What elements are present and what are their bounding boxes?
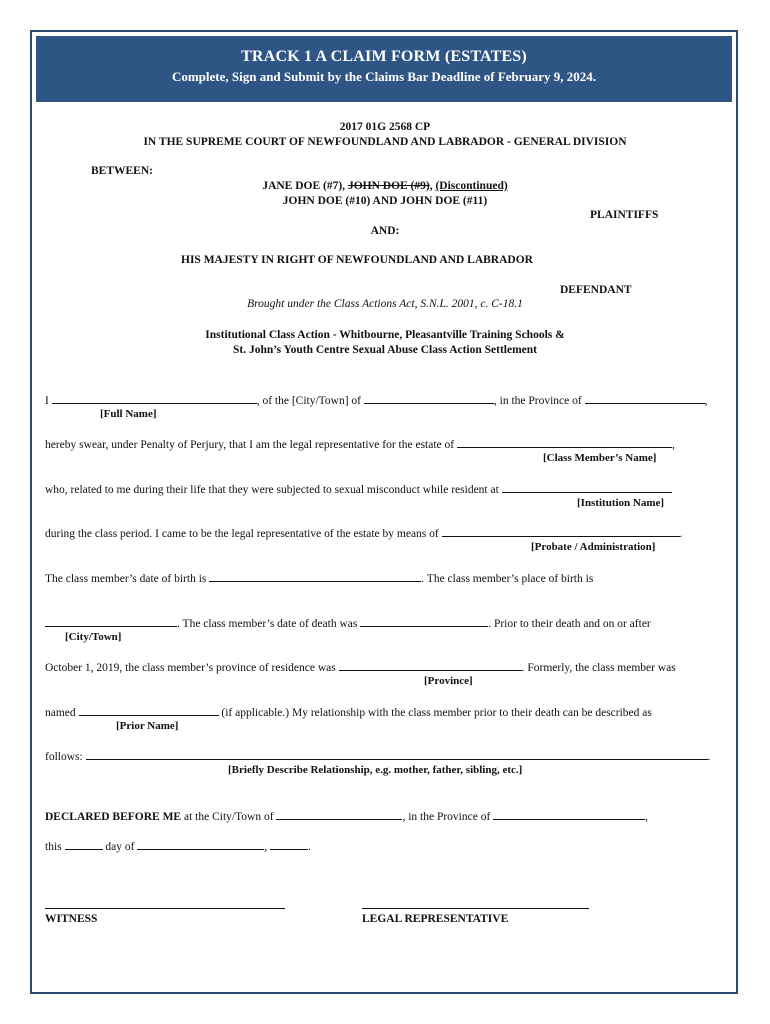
action-title-line-2: St. John’s Youth Centre Sexual Abuse Class Action Settlement [232,344,538,356]
prior-name-field[interactable] [79,705,219,716]
relationship-field[interactable] [86,749,708,760]
court-name: IN THE SUPREME COURT OF NEWFOUNDLAND AND LABRADOR - GENERAL DIVISION [143,136,627,148]
plaintiffs-label: PLAINTIFFS [590,209,659,221]
plaintiff-jane-doe: JANE DOE (#7), [262,180,348,192]
statement-line-4: during the class period. I came to be the legal representative of the estate by means of . [45,528,683,540]
plaintiff-discontinued: (Discontinued) [435,180,508,192]
statement-line-5: The class member’s date of birth is . The class member’s place of birth is [45,573,594,585]
court-file-number: 2017 01G 2568 CP [339,121,431,133]
probate-field[interactable] [442,526,680,537]
relationship-label: [Briefly Describe Relationship, e.g. mother, father, sibling, etc.] [228,764,523,776]
date-of-death-field[interactable] [360,616,488,627]
class-member-name-field[interactable] [457,437,672,448]
prior-name-label: [Prior Name] [116,720,179,732]
action-title-line-1: Institutional Class Action - Whitbourne, Pleasantville Training Schools & [205,329,565,341]
probate-label: [Probate / Administration] [531,541,656,553]
plaintiff-line-2: JOHN DOE (#10) AND JOHN DOE (#11) [282,195,488,207]
act-reference: Brought under the Class Actions Act, S.N.L. 2001, c. C-18.1 [247,298,523,310]
legal-representative-signature-line[interactable] [362,908,589,909]
witness-signature-line[interactable] [45,908,285,909]
province-field[interactable] [585,393,705,404]
city-town-label: [City/Town] [65,631,122,643]
defendant-label: DEFENDANT [560,284,632,296]
form-title: TRACK 1 A CLAIM FORM (ESTATES) [241,48,527,65]
and-label: AND: [370,225,400,237]
institution-name-label: [Institution Name] [577,497,665,509]
date-of-birth-field[interactable] [209,571,421,582]
declared-city-field[interactable] [276,809,402,820]
institution-name-field[interactable] [502,482,672,493]
statement-line-8: named (if applicable.) My relationship with the class member prior to their death can be described as [45,707,652,719]
statement-line-6: . The class member’s date of death was . Prior to their death and on or after [45,616,651,630]
witness-label: WITNESS [45,913,98,925]
place-of-birth-field[interactable] [45,616,177,627]
form-header [36,36,732,102]
day-field[interactable] [65,839,103,850]
legal-representative-label: LEGAL REPRESENTATIVE [362,913,509,925]
month-field[interactable] [137,839,264,850]
plaintiff-line-1 [0,180,770,192]
year-field[interactable] [270,839,308,850]
province-of-residence-field[interactable] [339,660,522,671]
statement-line-7: October 1, 2019, the class member’s province of residence was . Formerly, the class member was [45,662,676,674]
statement-line-2: hereby swear, under Penalty of Perjury, that I am the legal representative for the estate of , [45,439,675,451]
declaration-line: DECLARED BEFORE ME at the City/Town of , in the Province of , [45,811,649,823]
full-name-label: [Full Name] [100,408,157,420]
plaintiff-comma: , [429,180,436,192]
form-subtitle: Complete, Sign and Submit by the Claims Bar Deadline of February 9, 2024. [171,69,597,84]
class-member-name-label: [Class Member’s Name] [543,452,657,464]
declared-province-field[interactable] [493,809,645,820]
statement-line-1: I , of the [City/Town] of , in the Province of , [45,395,708,407]
statement-line-3: who, related to me during their life that they were subjected to sexual misconduct while resident at [45,482,672,496]
between-label: BETWEEN: [91,165,153,177]
city-town-field[interactable] [364,393,494,404]
full-name-field[interactable] [52,393,257,404]
province-label: [Province] [424,675,473,687]
plaintiff-struck: JOHN DOE (#9) [347,180,430,192]
defendant-name: HIS MAJESTY IN RIGHT OF NEWFOUNDLAND AND LABRADOR [181,254,533,266]
date-line: this day of , . [45,841,311,853]
statement-line-9: follows: . [45,751,711,763]
